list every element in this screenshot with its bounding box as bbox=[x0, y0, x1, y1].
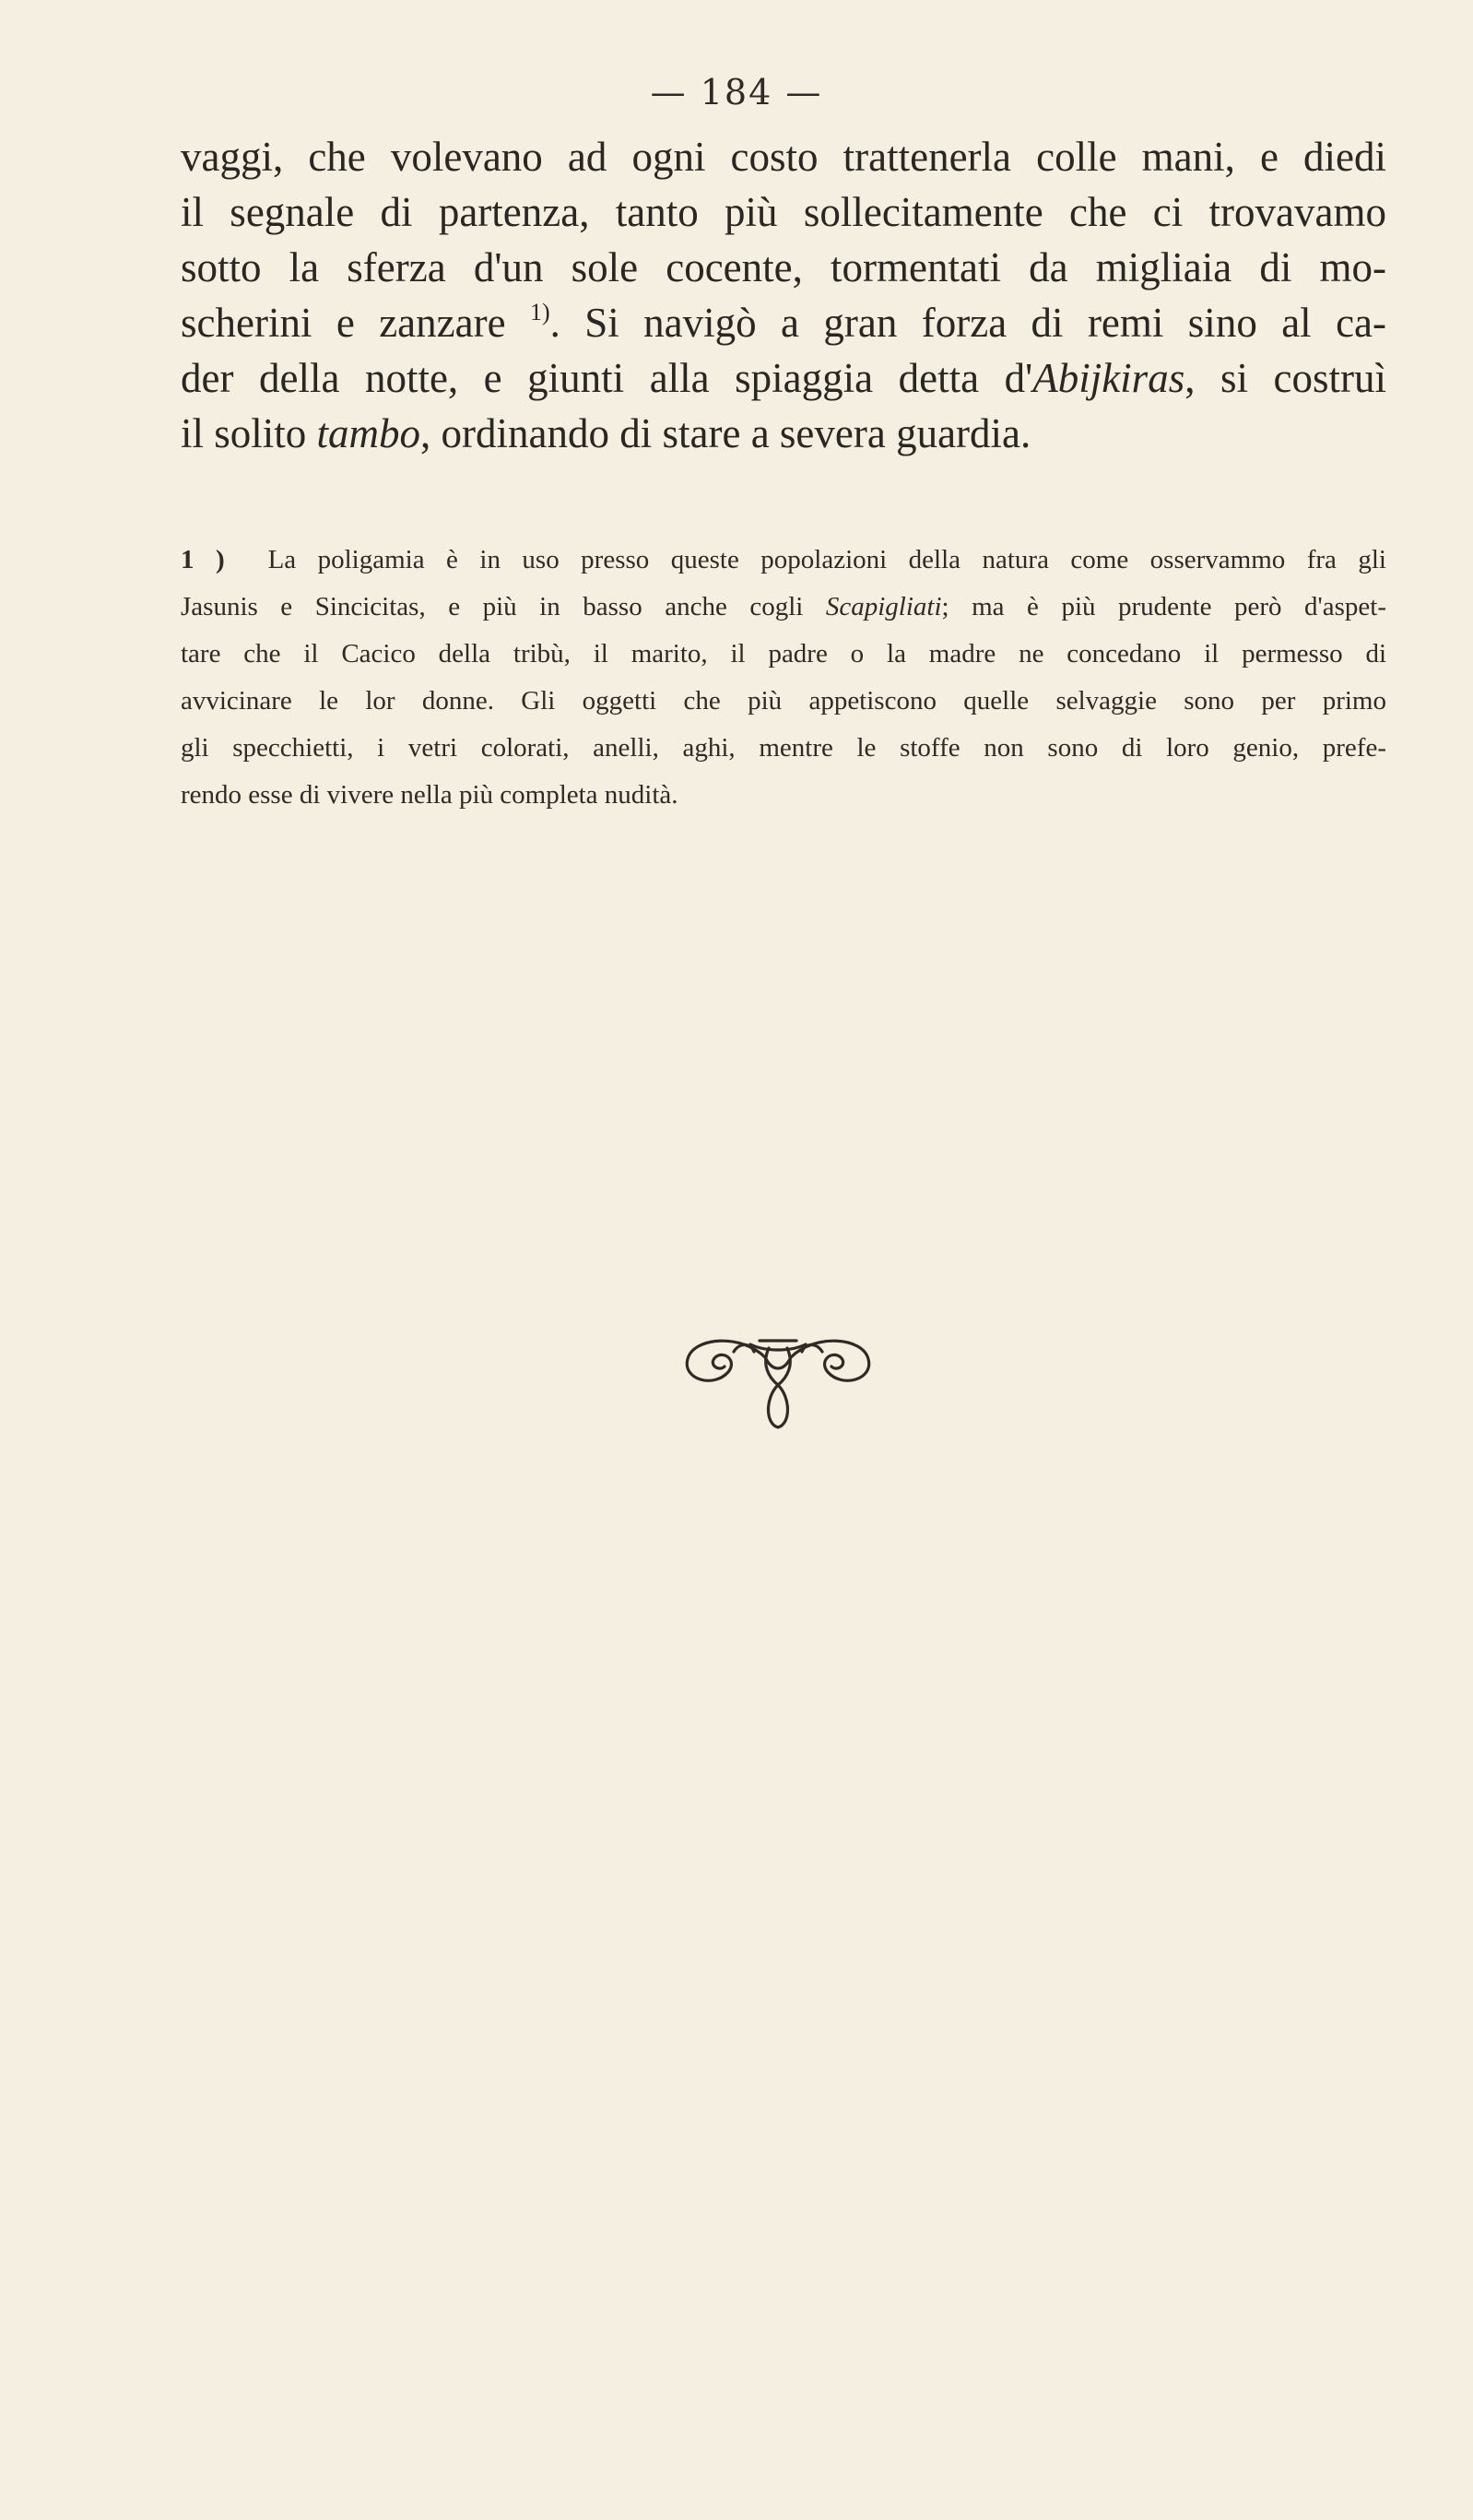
text-line bbox=[181, 295, 1386, 350]
italic-term: tambo bbox=[316, 410, 421, 456]
italic-place-name: Abijkiras bbox=[1032, 355, 1185, 401]
text-line: vaggi, che volevano ad ogni costo trattenerla colle mani, e diedi bbox=[181, 134, 1386, 180]
text-line bbox=[181, 350, 1386, 406]
flourish-ornament-icon bbox=[677, 1320, 879, 1435]
footnote-reference: 1) bbox=[529, 299, 550, 325]
text-segment: La poligamia è in uso presso queste popolazioni della natura come osservammo fra gli bbox=[267, 545, 1386, 574]
footnote-line: gli specchietti, i vetri colorati, anelli, aghi, mentre le stoffe non sono di loro genio, prefe- bbox=[181, 733, 1386, 763]
page-number: — 184 — bbox=[650, 72, 823, 112]
main-paragraph bbox=[181, 129, 1386, 461]
footnote-line: avvicinare le lor donne. Gli oggetti che più appetiscono quelle selvaggie sono per primo bbox=[181, 686, 1386, 716]
footnote-line bbox=[181, 584, 1386, 631]
text-segment: scherini e zanzare bbox=[181, 300, 506, 346]
text-segment: . Si navigò a gran forza di remi sino al ca- bbox=[549, 300, 1386, 346]
text-segment: , ordinando di stare a severa guardia. bbox=[420, 410, 1031, 456]
footnote-line: tare che il Cacico della tribù, il marito, il padre o la madre ne concedano il permesso di bbox=[181, 639, 1386, 668]
text-line bbox=[181, 406, 1386, 461]
text-line: sotto la sferza d'un sole cocente, tormentati da migliaia di mo- bbox=[181, 244, 1386, 290]
footnote-line: rendo esse di vivere nella più completa nudità. bbox=[181, 780, 678, 810]
text-segment: der della notte, e giunti alla spiaggia detta d' bbox=[181, 355, 1033, 401]
footnote-marker: 1 ) bbox=[181, 545, 225, 574]
text-line: il segnale di partenza, tanto più sollecitamente che ci trovavamo bbox=[181, 189, 1386, 235]
text-segment: il solito bbox=[181, 410, 307, 456]
footnote-line bbox=[181, 537, 1386, 584]
footnote bbox=[181, 537, 1386, 819]
text-segment: ; ma è più prudente però d'aspet- bbox=[941, 592, 1387, 621]
text-segment: , si costruì bbox=[1184, 355, 1386, 401]
text-segment: Jasunis e Sincicitas, e più in basso anche cogli bbox=[181, 592, 804, 621]
italic-term: Scapigliati bbox=[825, 592, 942, 621]
